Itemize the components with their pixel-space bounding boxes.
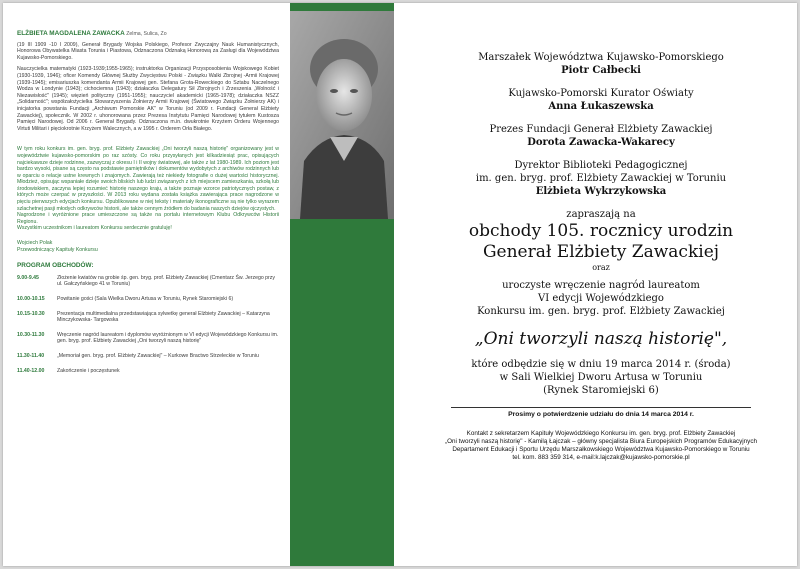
- signature-block: [17, 240, 279, 253]
- divider-line: [451, 407, 751, 408]
- contact-line-2: „Oni tworzyli naszą historię" - Kamilą Łajczak – główny specjalista Biura Europejskich Programów Edukacyjnych: [445, 438, 757, 445]
- program-desc: Powitanie gości (Sala Wielka Dworu Artusa w Toruniu, Rynek Staromiejski 6): [57, 296, 234, 302]
- award-line-2: VI edycji Wojewódzkiego: [538, 293, 664, 304]
- program-item: [17, 368, 279, 375]
- invites-text: zapraszają na: [566, 209, 636, 220]
- host3-title: Prezes Fundacji Generał Elżbiety Zawackiej: [489, 124, 713, 135]
- bio-name: [17, 31, 279, 38]
- event-venue: w Sali Wielkiej Dworu Artusa w Toruniu: [499, 372, 703, 383]
- program-time: 11.40-12.00: [17, 367, 45, 374]
- event-line-1: obchody 105. rocznicy urodzin: [468, 221, 734, 241]
- host4-name: Elżbieta Wykrzykowska: [535, 186, 667, 197]
- program-item: [17, 275, 279, 288]
- program-time: 10.30-11.30: [17, 331, 45, 338]
- bio-aliases: Zelma, Sulica, Zo: [126, 31, 167, 37]
- signer-name: Wojciech Polak: [17, 240, 53, 247]
- program-desc: „Memoriał gen. bryg. prof. Elżbiety Zawackiej" – Kurkowe Bractwo Strzeleckie w Toruniu: [57, 352, 259, 359]
- program-time: 10.15-10.30: [17, 310, 45, 317]
- program-desc: Wręczenie nagród laureatom i dyplomów wyróżnionym w VI edycji Wojewódzkiego Konkursu im. gen. bryg. prof. Elżbiety Zawackiej „Oni tworzyli naszą historię": [57, 331, 279, 345]
- intro-paragraph-2: Nagrodzone i wyróżnione prace umieszczone są także na portalu internetowym Klubu Odkrywców Historii Regionu.: [17, 212, 279, 225]
- bio-paragraph-1: (19 III 1909 -10 I 2009), Generał Brygady Wojska Polskiego, Profesor Zwyczajny Nauk Humanistycznych, Honorowa Obywatelka Miasta Torunia i Piastowa, Odznaczona Odznaką Honorową za Zasługi dla Województwa Kujawsko-Pomorskiego.: [17, 41, 279, 61]
- portrait-image: [290, 11, 394, 219]
- award-line-1: uroczyste wręczenie nagród laureatom: [502, 280, 700, 291]
- host1-title: Marszałek Województwa Kujawsko-Pomorskiego: [478, 52, 724, 63]
- contact-block: [411, 430, 791, 462]
- host2-title: Kujawsko-Pomorski Kurator Oświaty: [508, 88, 694, 99]
- host4-subtitle: im. gen. bryg. prof. Elżbiety Zawackiej w Toruniu: [475, 173, 727, 184]
- event-line-2: Generał Elżbiety Zawackiej: [482, 242, 720, 262]
- program-desc: Zakończenie i poczęstunek: [57, 367, 120, 374]
- bio-paragraph-2: Nauczycielka matematyki (1923-1939;1955-1965); instruktorka Organizacji Przysposobienia Wojskowego Kobiet (1930-1939, 1946); oficer Komendy Głównej Służby Zwycięstwu Polski - Związku Walki Zbrojnej -Armii Krajowej (1939-1945); emisariuszka komendanta Armii Krajowej gen. Stefana Grota-Roweckiego do Sztabu Naczelnego Wodza w Londynie (1943); cichociemna (1943); działaczka Delegatury Sił Zbrojnych i Zrzeszenia „Wolność i Niezawisłość" (1945); więzień polityczny (1951-1955); nauczyciel akademicki (1965-1978); działaczka NSZZ „Solidarność"; współzałożycielka Stowarzyszenia Żołnierzy Armii Krajowej (Światowego Związku Żołnierzy AK) i inicjatorka powstania Fundacji „Archiwum Pomorskie AK" w Toruniu (od 2009 r. Fundacji Generał Elżbiety Zawackiej), społecznik. W 2002 r. uhonorowana przez Prezesa Instytutu Pamięci Narodowej tytułem Kustosza Pamięci Narodowej. Od 2006 r. Generał Brygady. Odznaczona m.in. dwukrotnie Krzyżem Orderu Wojennego Virtuti Militari i pięciokrotnie Krzyżem Walecznych, a w 1995 r. Orderem Orła Białego.: [17, 66, 279, 132]
- program-desc: Złożenie kwiatów na grobie śp. gen. bryg. prof. Elżbiety Zawackiej (Cmentarz Św. Jerzego przy ul. Gałczyńskiego 41 w Toruniu): [57, 274, 275, 288]
- event-address: (Rynek Staromiejski 6): [543, 385, 659, 396]
- program-item: [17, 332, 279, 345]
- intro-text: [17, 146, 279, 232]
- program-time: 10.00-10.15: [17, 296, 45, 302]
- host3-name: Dorota Zawacka-Wakarecy: [527, 137, 675, 148]
- invitation-sheet: [3, 3, 797, 566]
- program-item: [17, 296, 279, 303]
- host2-name: Anna Łukaszewska: [548, 101, 654, 112]
- contest-title: „Oni tworzyli naszą historię",: [474, 329, 728, 349]
- program-time: 11.30-11.40: [17, 352, 45, 359]
- award-line-3: Konkursu im. gen. bryg. prof. Elżbiety Zawackiej: [477, 306, 725, 317]
- host4-title: Dyrektor Biblioteki Pedagogicznej: [514, 160, 688, 171]
- host1-name: Piotr Całbecki: [561, 65, 641, 76]
- program-item: [17, 311, 279, 324]
- intro-paragraph-3: Wszystkim uczestnikom i laureatom Konkursu serdecznie gratuluję!: [17, 225, 172, 232]
- event-date: które odbędzie się w dniu 19 marca 2014 r. (środa): [471, 359, 731, 370]
- contact-line-1: Kontakt z sekretarzem Kapituły Wojewódzkiego Konkursu im. gen. bryg. prof. Elżbiety Zawackiej: [466, 430, 736, 437]
- left-column: [17, 31, 279, 382]
- program-item: [17, 353, 279, 360]
- program-heading: PROGRAM OBCHODÓW:: [17, 262, 94, 270]
- program-desc: Prezentacja multimedialna przedstawiająca sylwetkę generał Elżbiety Zawackiej – Katarzyna Minczykowska- Targowska: [57, 310, 270, 324]
- portrait-photo: [290, 11, 394, 219]
- invitation-column: [411, 51, 791, 462]
- intro-paragraph-1: W tym roku konkurs im. gen. bryg. prof. Elżbiety Zawackiej „Oni tworzyli naszą historię" organizowany jest w województwie kujawsko-pomorskim po raz szósty. Co roku przysyłanych jest kilkadziesiąt prac, opisujących najciekawsze dzieje rodzinne, zazwyczaj z okresu I i II wojny światowej, ale także z lat 1980-1989. Ich poziom jest bardzo wysoki, pisane są często na podstawie pamiętników i dokumentów wydobytych z archiwów rodzinnych lub w oparciu o relacje ustne krewnych i znajomych. Zawierają też niekiedy fotografie o dużej wartości historycznej. Młodzież, opisując wspaniałe dzieje swoich bliskich lub ludzi związanych z ich miejscem zamieszkania, szkołą lub środowiskiem, zaczyna lepiej rozumieć historię naszego kraju, a także poznaje wzorce patriotycznych postaw, z których może czerpać w przyszłości. W 2013 roku wydana została książka zawierająca prace nagrodzone w pięciu pierwszych edycjach konkursu. Opublikowane w niej teksty i materiały ikonograficzne są nie tylko wyrazem szlachetnej pasji młodych odkrywców historii, ale także cennym źródłem do badania naszych dziejów ojczystych.: [17, 146, 279, 212]
- signer-role: Przewodniczący Kapituły Konkursu: [17, 246, 98, 253]
- bio-name-text: ELŻBIETA MAGDALENA ZAWACKA: [17, 30, 125, 37]
- rsvp-note: Prosimy o potwierdzenie udziału do dnia 14 marca 2014 r.: [508, 411, 694, 418]
- conjunction-text: oraz: [592, 263, 610, 272]
- program-time: 9.00-9.45: [17, 274, 39, 281]
- contact-line-4: tel. kom. 883 359 314, e-mail:k.lajczak@kujawsko-pomorskie.pl: [512, 454, 690, 461]
- contact-line-3: Departament Edukacji i Sportu Urzędu Marszałkowskiego Województwa Kujawsko-Pomorskiego w Toruniu: [452, 446, 750, 453]
